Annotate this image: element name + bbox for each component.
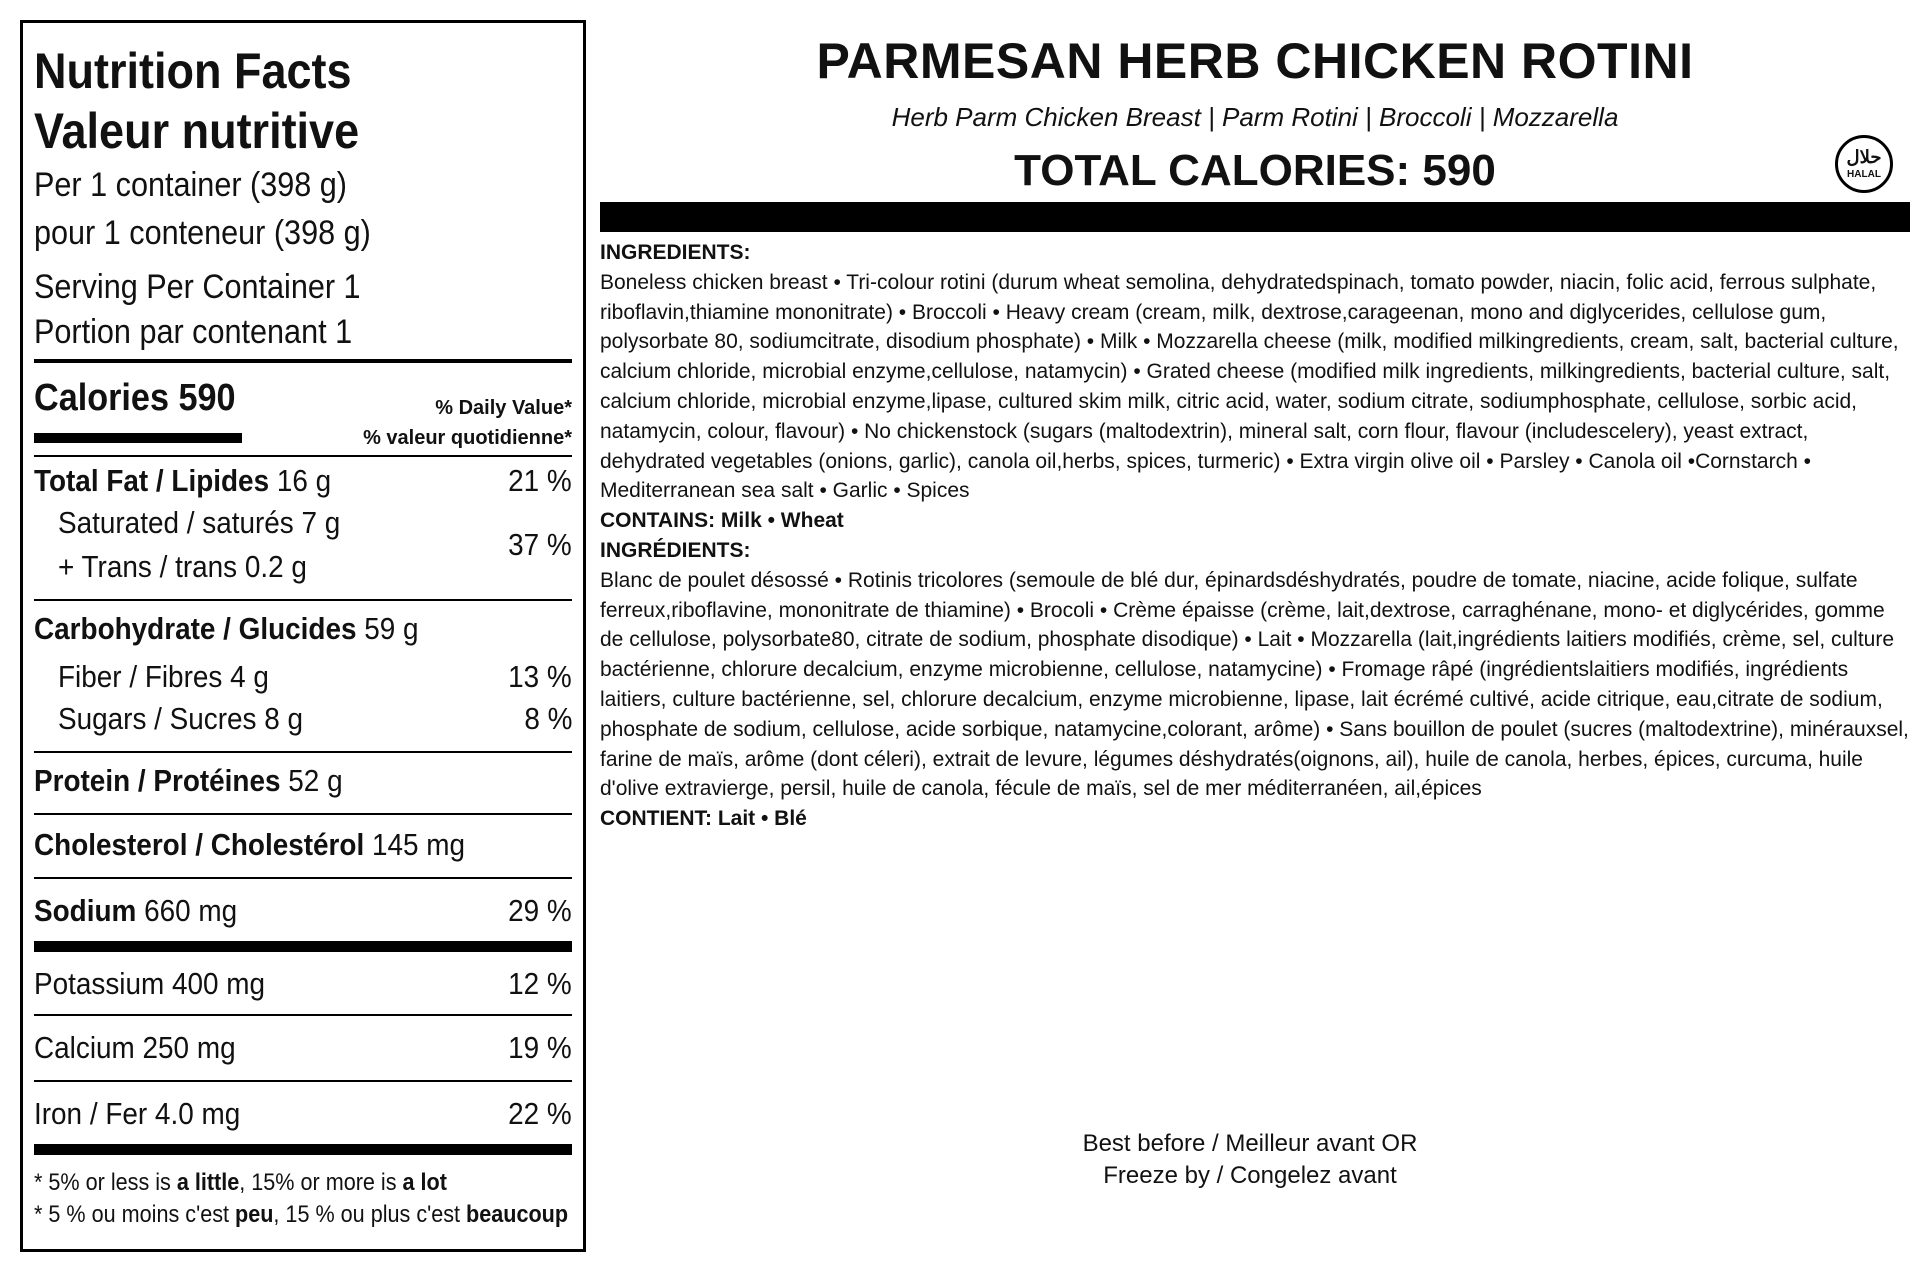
daily-value-fr: % valeur quotidienne* (363, 427, 572, 449)
contains-en: CONTAINS: Milk • Wheat (600, 509, 844, 533)
ingredients-text-en: Boneless chicken breast • Tri-colour rotini (durum wheat semolina, dehydratedspinach, tomato powder, niacin, folic acid, ferrous sulphate, riboflavin,thiamine mononitrate) • Broccoli • Heavy cream (cream, milk, dextrose,carageenan, mono and diglycerides, cellulose gum, polysorbate 80, sodiumcitrate, disodium phosphate) • Milk • Mozzarella cheese (milk, modified milkingredients, cream, salt, bacterial culture, calcium chloride, microbial enzyme,cellulose, natamycin) • Grated cheese (modified milk ingredients, milkingredients, bacterial culture, salt, calcium chloride, microbial enzyme,lipase, cultured skim milk, citric acid, water, sodium citrate, sodiumphosphate, cellulose, sorbic acid, natamycin, colour, flavour) • No chickenstock (sugars (maltodextrin), mineral salt, corn flour, flavour (includescelery), yeast extract, dehydrated vegetables (onions, garlic), canola oil,herbs, spices, turmeric) • Extra virgin olive oil • Parsley • Canola oil •Cornstarch • Mediterranean sea salt • Garlic • Spices (600, 270, 1899, 503)
best-before-line1: Best before / Meilleur avant OR (1082, 1130, 1418, 1157)
servings-per-container-fr: Portion par contenant 1 (34, 313, 353, 351)
sugars-pct: 8 % (523, 701, 572, 736)
protein-row (34, 753, 572, 813)
best-before (600, 1128, 1900, 1192)
sat-trans-pct: 37 % (508, 527, 572, 562)
fiber-pct: 13 % (508, 659, 572, 694)
iron-label: Iron / Fer 4.0 mg (34, 1096, 241, 1131)
serving-size-fr: pour 1 conteneur (398 g) (34, 214, 371, 252)
ingredients-block (600, 238, 1910, 834)
sodium-label: Sodium 660 mg (34, 893, 238, 928)
daily-value-header (363, 393, 572, 453)
iron-pct: 22 % (508, 1096, 572, 1131)
sodium-row (34, 879, 572, 941)
product-title: PARMESAN HERB CHICKEN ROTINI (816, 33, 1694, 89)
cholesterol-row (34, 815, 572, 877)
footnote-fr: * 5 % ou moins c'est peu, 15 % ou plus c'est beaucoup (34, 1201, 569, 1228)
ingredients-heading-en: INGREDIENTS: (600, 241, 751, 264)
potassium-label: Potassium 400 mg (34, 966, 266, 1001)
best-before-line2: Freeze by / Congelez avant (1103, 1162, 1397, 1189)
nutrition-title-fr: Valeur nutritive (34, 103, 360, 159)
carbohydrate-row (34, 601, 572, 655)
daily-value-en: % Daily Value* (435, 397, 572, 419)
total-fat-pct: 21 % (508, 463, 572, 498)
total-fat-row (34, 457, 572, 505)
calcium-row (34, 1016, 572, 1080)
calcium-label: Calcium 250 mg (34, 1030, 236, 1065)
iron-row (34, 1082, 572, 1144)
fiber-label: Fiber / Fibres 4 g (58, 659, 269, 694)
calories-row (34, 363, 572, 455)
serving-size-en: Per 1 container (398 g) (34, 166, 347, 204)
total-fat-label: Total Fat / Lipides 16 g (34, 463, 332, 498)
header-bar (600, 202, 1910, 232)
halal-arabic: حلال (1846, 147, 1882, 167)
sodium-pct: 29 % (508, 893, 572, 928)
potassium-pct: 12 % (508, 966, 572, 1001)
calcium-pct: 19 % (508, 1030, 572, 1065)
saturated-fat: Saturated / saturés 7 g (58, 505, 341, 540)
ingredients-text-fr: Blanc de poulet désossé • Rotinis tricolores (semoule de blé dur, épinardsdéshydratés, poudre de tomate, niacine, acide folique, sulfate ferreux,riboflavine, mononitrate de thiamine) • Brocoli • Crème épaisse (crème, lait,dextrose, carraghénane, mono- et diglycérides, gomme de cellulose, polysorbate80, citrate de sodium, phosphate disodique) • Lait • Mozzarella (lait,ingrédients laitiers modifiés, crème, sel, culture bactérienne, chlorure decalcium, enzyme microbienne, cellulose, natamycine) • Fromage râpé (ingrédientslaitiers modifiés, ingrédients laitiers, culture bactérienne, sel, chlorure decalcium, enzyme microbienne, lipase, lait écrémé cultivé, acide citrique, eau,citrate de sodium, phosphate de sodium, cellulose, acide sorbique, natamycine,colorant, arôme) • Sans bouillon de poulet (sucres (maltodextrine), minérauxsel, farine de maïs, arôme (dont céleri), extrait de levure, légumes déshydratés(oignons, ail), huile de canola, herbes, épices, curcuma, huile d'olive extravierge, persil, huile de canola, fécule de maïs, sel de mer méditerranéen, ail,épices (600, 568, 1909, 801)
potassium-row (34, 952, 572, 1014)
product-subtitle: Herb Parm Chicken Breast | Parm Rotini | Broccoli | Mozzarella (891, 102, 1619, 132)
ingredients-heading-fr: INGRÉDIENTS: (600, 538, 751, 562)
carbohydrate-label: Carbohydrate / Glucides 59 g (34, 611, 419, 646)
footnote-en: * 5% or less is a little, 15% or more is a lot (34, 1169, 447, 1196)
sugars-row (34, 699, 572, 751)
servings-per-container-en: Serving Per Container 1 (34, 268, 361, 306)
total-calories: TOTAL CALORIES: 590 (1014, 146, 1496, 195)
protein-label: Protein / Protéines 52 g (34, 763, 343, 798)
halal-icon (1835, 135, 1893, 193)
divider-thick (34, 1144, 572, 1155)
trans-fat: + Trans / trans 0.2 g (58, 549, 307, 584)
contains-fr: CONTIENT: Lait • Blé (600, 807, 807, 831)
halal-text: HALAL (1847, 169, 1881, 180)
calories-value: Calories 590 (34, 377, 236, 419)
cholesterol-label: Cholesterol / Cholestérol 145 mg (34, 827, 466, 862)
sugars-label: Sugars / Sucres 8 g (58, 701, 304, 736)
calories-bar (34, 433, 242, 443)
sat-trans-row (34, 505, 572, 599)
nutrition-facts-panel (20, 20, 586, 1252)
fiber-row (34, 655, 572, 699)
divider-thick (34, 941, 572, 952)
nutrition-title-en: Nutrition Facts (34, 43, 352, 99)
